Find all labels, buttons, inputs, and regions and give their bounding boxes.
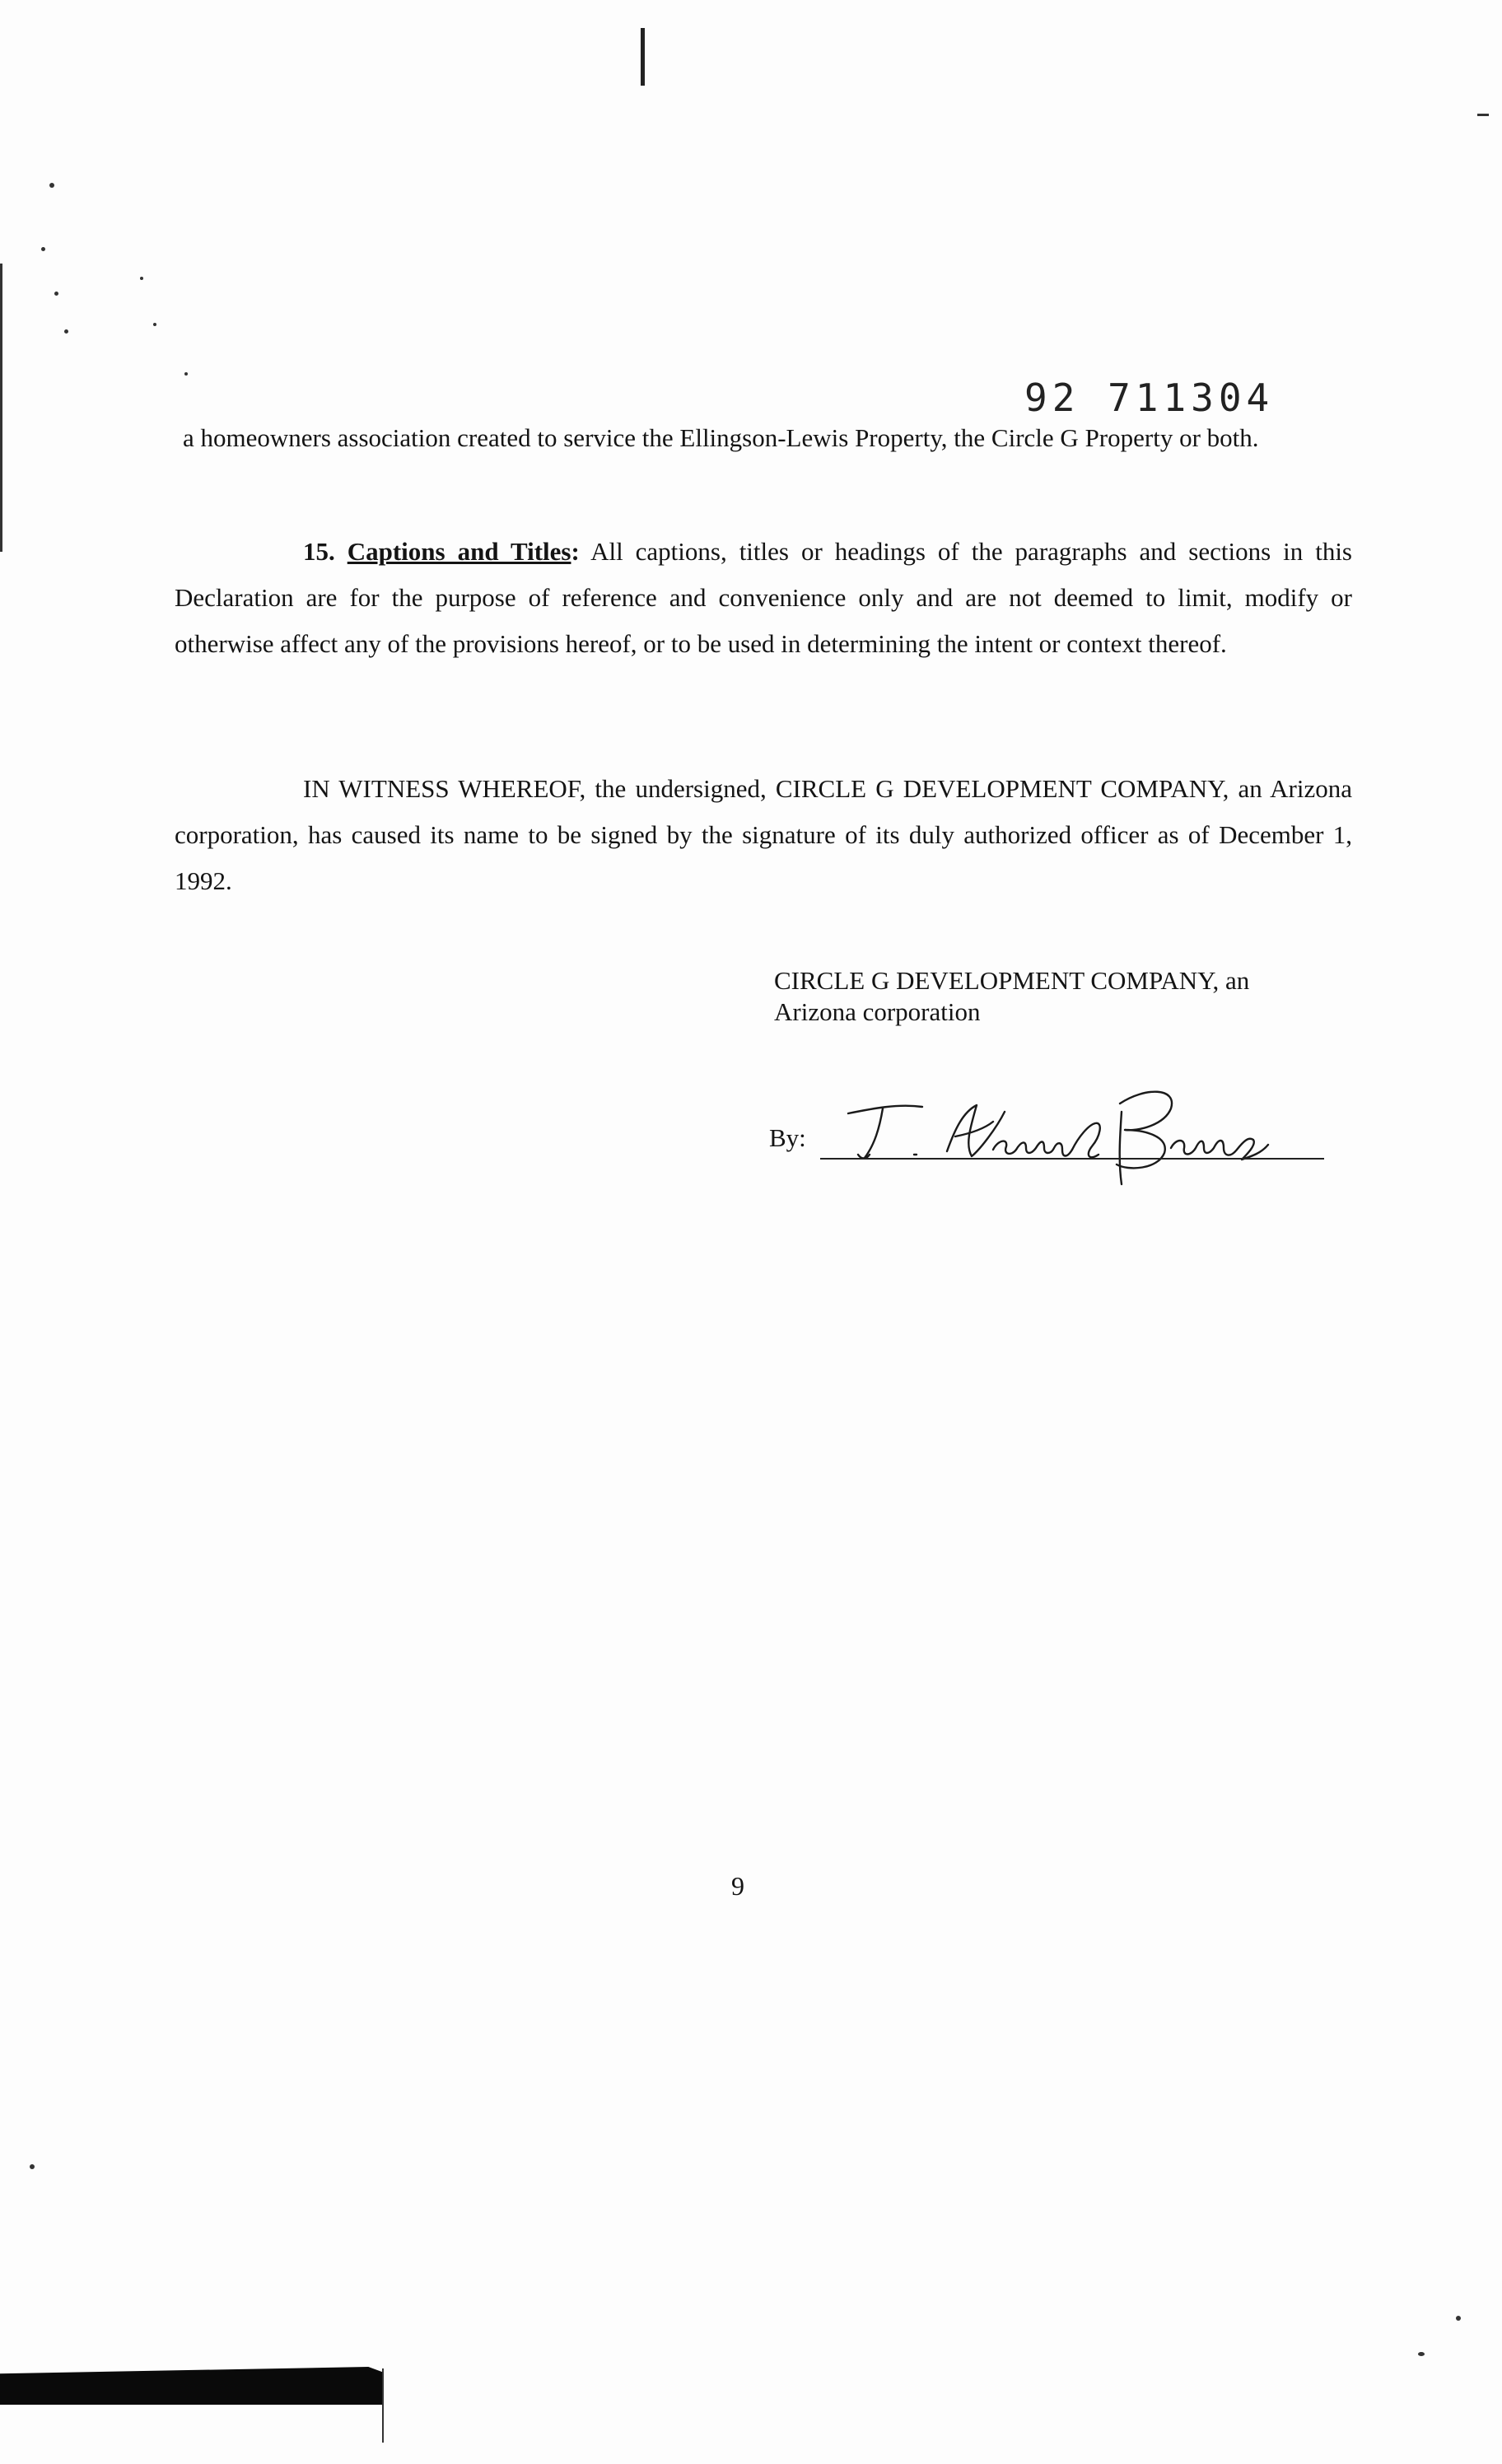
scan-speck (153, 323, 156, 326)
scan-speck (184, 372, 188, 376)
section-body: All captions, titles or headings of the paragraphs and sections in this Declaration are for the purpose of reference and convenience only and are not deemed to limit, modify or otherwise affect any of the provisions hereof, or to be used in determining the intent or context thereof. (175, 537, 1352, 658)
section-heading: Captions and Titles (347, 537, 571, 566)
by-label: By: (769, 1123, 806, 1152)
scan-speck (140, 277, 143, 280)
scan-artifact-mark (641, 28, 645, 86)
signature-line (820, 1158, 1324, 1160)
scan-artifact-bar (0, 2367, 384, 2405)
company-name-line: CIRCLE G DEVELOPMENT COMPANY, an (774, 966, 1250, 995)
section-heading-colon: : (571, 537, 580, 566)
scan-artifact-edge (0, 264, 2, 552)
scan-speck (49, 183, 54, 188)
scan-speck (54, 292, 58, 296)
witness-paragraph: IN WITNESS WHEREOF, the undersigned, CIRCLE G DEVELOPMENT COMPANY, an Arizona corporation, has caused its name to be signed by the signature of its duly authorized officer as of December 1, 1992. (175, 774, 1352, 895)
recording-number: 92 711304 (1024, 376, 1275, 420)
scan-speck (64, 329, 68, 334)
scan-speck (30, 2164, 35, 2169)
scan-speck (1418, 2352, 1425, 2356)
section-15-paragraph (175, 529, 1352, 667)
scan-artifact-line (382, 2368, 384, 2443)
signature-block (774, 965, 1367, 1028)
handwritten-signature (832, 1079, 1293, 1194)
section-number: 15. (303, 537, 335, 566)
scan-speck (1456, 2316, 1461, 2321)
company-type-line: Arizona corporation (774, 997, 981, 1026)
scan-speck (41, 247, 45, 251)
page-number: 9 (731, 1871, 744, 1901)
scan-speck (1477, 114, 1489, 116)
continuation-paragraph: a homeowners association created to service the Ellingson-Lewis Property, the Circle G Property or both. (183, 423, 1259, 452)
